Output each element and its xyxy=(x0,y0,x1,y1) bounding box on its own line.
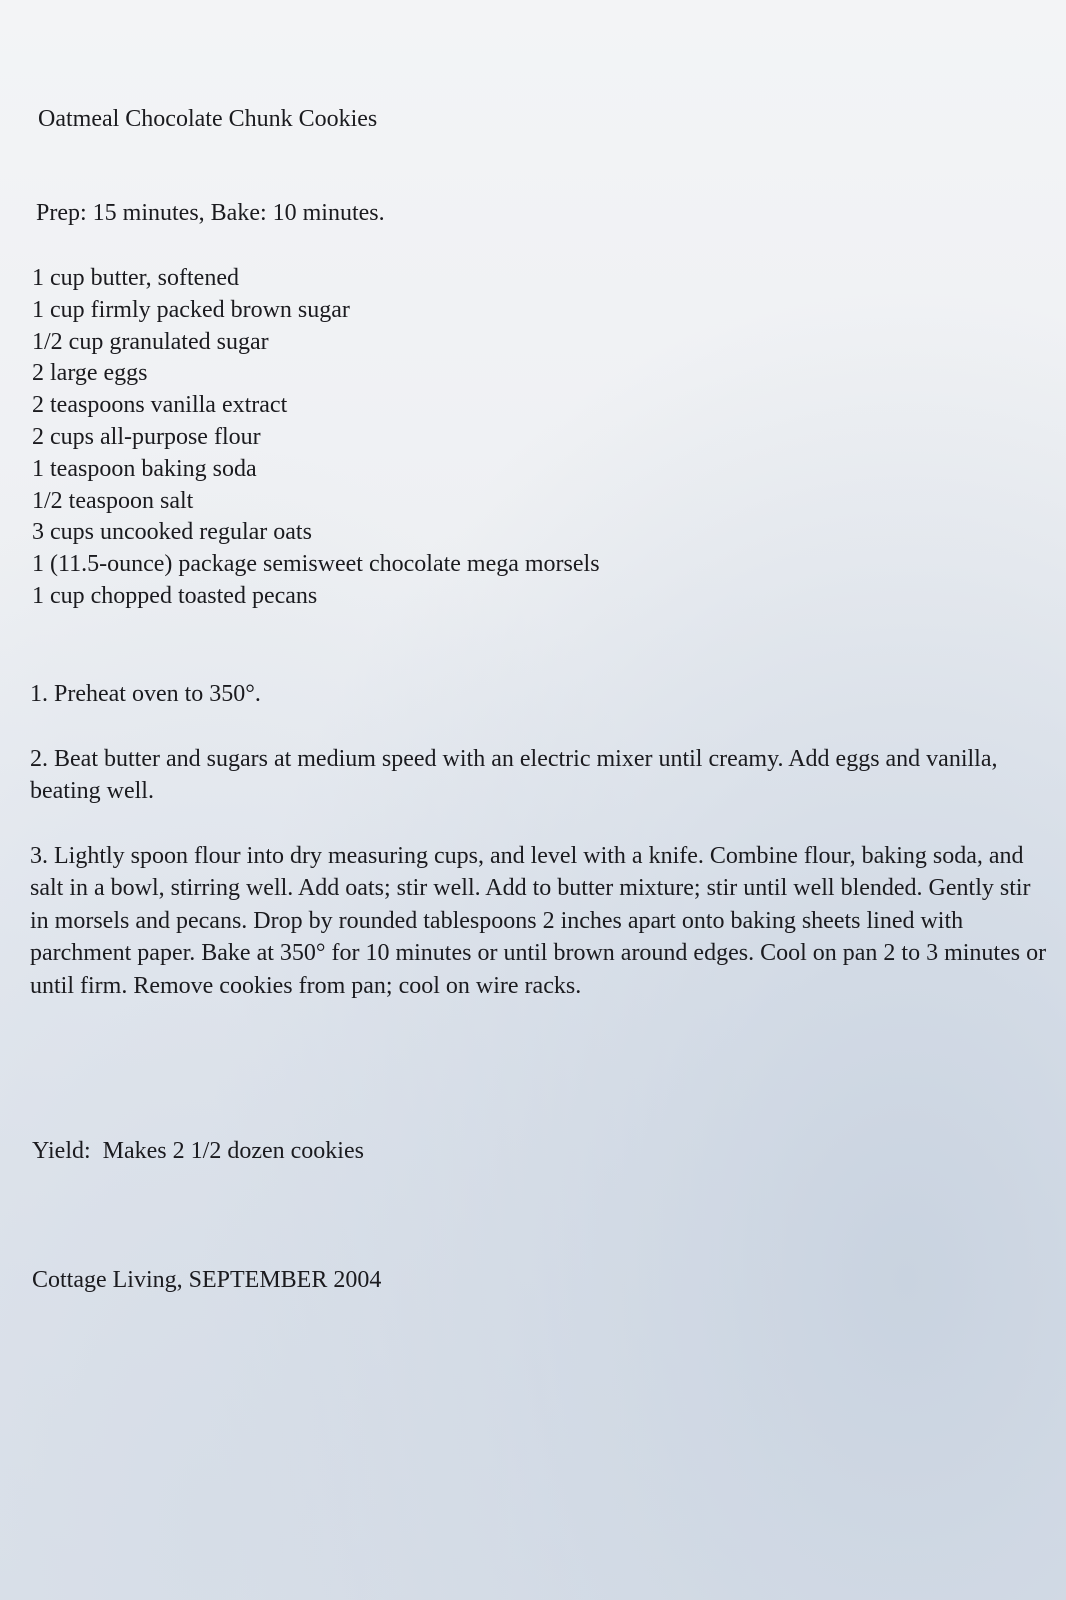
ingredient-item: 1/2 teaspoon salt xyxy=(32,487,194,514)
ingredient-item: 1/2 cup granulated sugar xyxy=(32,328,269,355)
recipe-yield: Yield: Makes 2 1/2 dozen cookies xyxy=(32,1138,364,1164)
ingredient-item: 1 (11.5-ounce) package semisweet chocolate mega morsels xyxy=(32,551,600,578)
instruction-list xyxy=(30,678,1050,1034)
ingredient-item: 1 teaspoon baking soda xyxy=(32,455,257,482)
ingredient-item: 3 cups uncooked regular oats xyxy=(32,519,312,546)
ingredient-item: 2 large eggs xyxy=(32,360,148,387)
ingredient-item: 2 cups all-purpose flour xyxy=(32,423,261,450)
instruction-step: 2. Beat butter and sugars at medium speed with an electric mixer until creamy. Add eggs and vanilla, beating well. xyxy=(30,745,998,804)
prep-bake-time: Prep: 15 minutes, Bake: 10 minutes. xyxy=(36,200,385,226)
ingredient-list xyxy=(32,263,600,613)
ingredient-item: 1 cup firmly packed brown sugar xyxy=(32,296,350,323)
ingredient-item: 1 cup chopped toasted pecans xyxy=(32,582,318,609)
ingredient-item: 2 teaspoons vanilla extract xyxy=(32,392,288,419)
instruction-step: 3. Lightly spoon flour into dry measuring cups, and level with a knife. Combine flour, baking soda, and salt in a bowl, stirring well. Add oats; stir well. Add to butter mixture; stir until well blended. Gently stir in morsels and pecans. Drop by rounded tablespoons 2 inches apart onto baking sheets lined with parchment paper. Bake at 350° for 10 minutes or until brown around edges. Cool on pan 2 to 3 minutes or until firm. Remove cookies from pan; cool on wire racks. xyxy=(30,842,1047,999)
recipe-source: Cottage Living, SEPTEMBER 2004 xyxy=(32,1267,382,1293)
recipe-title: Oatmeal Chocolate Chunk Cookies xyxy=(38,106,378,132)
instruction-step: 1. Preheat oven to 350°. xyxy=(30,681,261,707)
ingredient-item: 1 cup butter, softened xyxy=(32,265,239,291)
